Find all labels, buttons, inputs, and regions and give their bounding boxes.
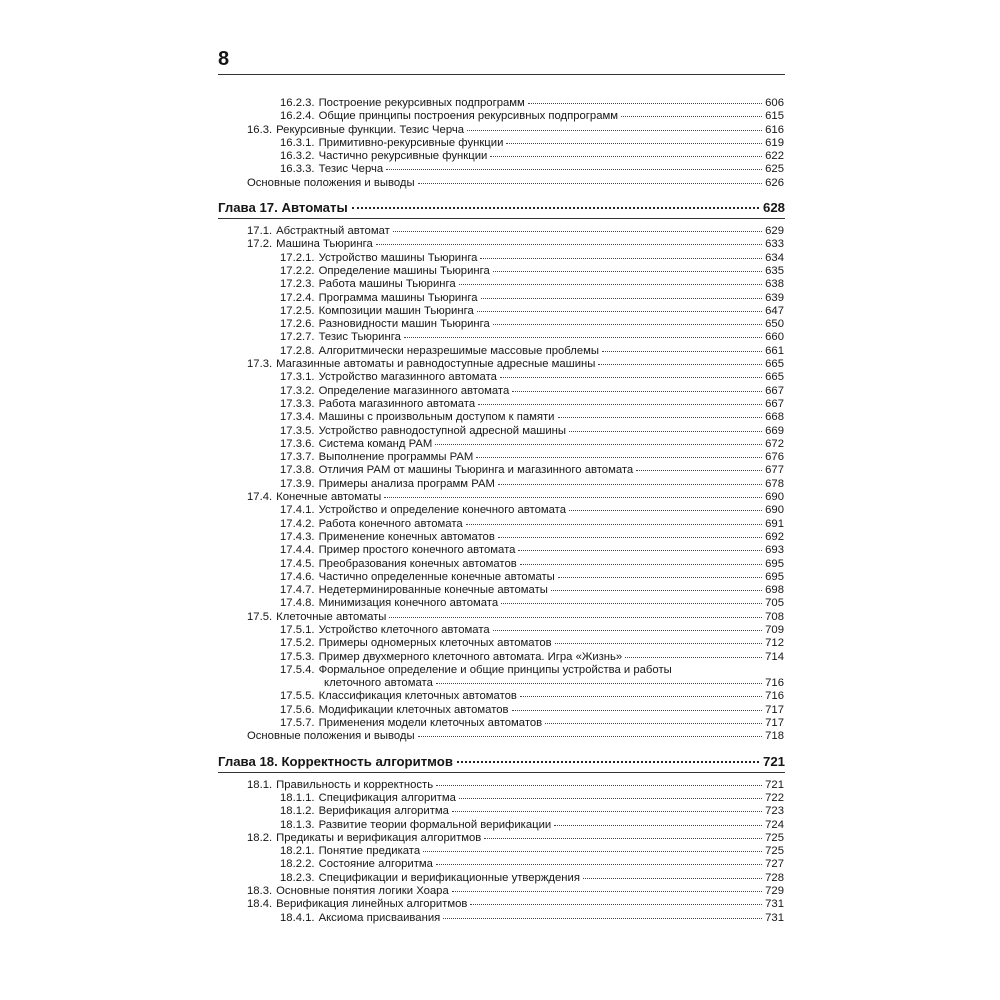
toc-entry[interactable] bbox=[247, 124, 784, 137]
entry-number: 17.3.4. bbox=[280, 411, 315, 424]
toc-entry[interactable] bbox=[280, 544, 784, 557]
table-of-contents bbox=[0, 97, 1000, 925]
entry-page: 677 bbox=[765, 464, 784, 477]
entry-number: 16.3.2. bbox=[280, 150, 315, 163]
entry-title: Применение конечных автоматов bbox=[318, 530, 495, 543]
entry-number: 17.2.1. bbox=[280, 251, 315, 264]
entry-title: Пример простого конечного автомата bbox=[318, 544, 516, 557]
dot-leader bbox=[457, 761, 759, 763]
toc-entry[interactable] bbox=[280, 438, 784, 451]
toc-entry[interactable] bbox=[280, 110, 784, 123]
entry-number: 17.1. bbox=[247, 225, 273, 238]
dot-leader bbox=[480, 258, 762, 259]
entry-page: 639 bbox=[765, 291, 784, 304]
toc-entry[interactable] bbox=[280, 318, 784, 331]
dot-leader bbox=[478, 404, 762, 405]
toc-entry[interactable] bbox=[247, 238, 784, 251]
dot-leader bbox=[452, 811, 762, 812]
entry-page: 650 bbox=[765, 318, 784, 331]
toc-entry[interactable] bbox=[280, 819, 784, 832]
entry-title: Устройство машины Тьюринга bbox=[318, 251, 478, 264]
dot-leader bbox=[477, 311, 762, 312]
entry-number: 17.2.7. bbox=[280, 331, 315, 344]
entry-page: 728 bbox=[765, 871, 784, 884]
entry-title-continuation: клеточного автомата bbox=[324, 677, 433, 690]
entry-page: 665 bbox=[765, 371, 784, 384]
entry-number: 17.2. bbox=[247, 238, 273, 251]
toc-entry[interactable] bbox=[280, 690, 784, 703]
dot-leader bbox=[498, 537, 762, 538]
entry-page: 635 bbox=[765, 264, 784, 277]
dot-leader bbox=[484, 838, 762, 839]
toc-entry[interactable] bbox=[247, 358, 784, 371]
entry-number: 17.4.4. bbox=[280, 544, 315, 557]
entry-title: Конечные автоматы bbox=[276, 491, 382, 504]
toc-entry[interactable] bbox=[280, 371, 784, 384]
entry-number: 17.5.7. bbox=[280, 717, 315, 730]
toc-entry[interactable] bbox=[280, 704, 784, 717]
entry-number: 16.3.1. bbox=[280, 136, 315, 149]
dot-leader bbox=[512, 710, 763, 711]
entry-number: 18.2.2. bbox=[280, 858, 315, 871]
entry-title: Формальное определение и общие принципы устройства и работы bbox=[318, 663, 672, 676]
chapter-title: Глава 18. Корректность алгоритмов bbox=[218, 753, 453, 769]
entry-number: 17.3.8. bbox=[280, 464, 315, 477]
toc-entry[interactable] bbox=[280, 518, 784, 531]
dot-leader bbox=[435, 444, 762, 445]
dot-leader bbox=[598, 364, 762, 365]
entry-title: Развитие теории формальной верификации bbox=[318, 818, 552, 831]
toc-entry[interactable] bbox=[280, 425, 784, 438]
dot-leader bbox=[569, 431, 762, 432]
entry-page: 626 bbox=[765, 176, 784, 189]
entry-page: 606 bbox=[765, 97, 784, 109]
entry-number: 17.5.1. bbox=[280, 623, 315, 636]
toc-entry[interactable] bbox=[280, 504, 784, 517]
entry-page: 634 bbox=[765, 251, 784, 264]
dot-leader bbox=[621, 116, 762, 117]
entry-page: 698 bbox=[765, 584, 784, 597]
entry-title: Частично определенные конечные автоматы bbox=[318, 570, 555, 583]
entry-number: 17.5.6. bbox=[280, 703, 315, 716]
chapter-18-heading[interactable] bbox=[218, 752, 785, 772]
dot-leader bbox=[500, 377, 762, 378]
dot-leader bbox=[470, 904, 762, 905]
entry-title: Недетерминированные конечные автоматы bbox=[318, 584, 548, 597]
dot-leader bbox=[436, 683, 762, 684]
entry-title: Машины с произвольным доступом к памяти bbox=[318, 411, 555, 424]
entry-title: Пример двухмерного клеточного автомата. Игра «Жизнь» bbox=[318, 650, 623, 663]
entry-title: Абстрактный автомат bbox=[276, 225, 390, 238]
toc-entry[interactable] bbox=[280, 651, 784, 664]
dot-leader bbox=[558, 417, 763, 418]
entry-title: Основные положения и выводы bbox=[247, 730, 415, 743]
entry-number: 18.4.1. bbox=[280, 911, 315, 924]
entry-number: 17.3.9. bbox=[280, 477, 315, 490]
entry-number: 18.2.3. bbox=[280, 871, 315, 884]
dot-leader bbox=[636, 470, 762, 471]
toc-entry[interactable] bbox=[280, 571, 784, 584]
toc-entry[interactable] bbox=[280, 451, 784, 464]
entry-number: 16.3.3. bbox=[280, 163, 315, 176]
entry-number: 16.2.4. bbox=[280, 110, 315, 123]
chapter-page: 721 bbox=[762, 753, 785, 769]
toc-entry[interactable] bbox=[280, 792, 784, 805]
dot-leader bbox=[490, 156, 762, 157]
dot-leader bbox=[512, 391, 762, 392]
dot-leader bbox=[466, 524, 762, 525]
entry-number: 17.2.2. bbox=[280, 264, 315, 277]
entry-title: Устройство клеточного автомата bbox=[318, 623, 490, 636]
entry-number: 18.1.3. bbox=[280, 818, 315, 831]
entry-page: 718 bbox=[765, 730, 784, 743]
dot-leader bbox=[459, 798, 762, 799]
toc-entry[interactable] bbox=[280, 584, 784, 597]
dot-leader bbox=[389, 617, 762, 618]
entry-page: 676 bbox=[765, 451, 784, 464]
dot-leader bbox=[493, 324, 762, 325]
entry-title: Минимизация конечного автомата bbox=[318, 597, 499, 610]
toc-entry[interactable] bbox=[247, 225, 784, 238]
entry-number: 17.3.6. bbox=[280, 437, 315, 450]
entry-number: 17.5. bbox=[247, 610, 273, 623]
entry-page: 731 bbox=[765, 898, 784, 911]
chapter-page: 628 bbox=[762, 200, 785, 216]
entry-page: 633 bbox=[765, 238, 784, 251]
dot-leader bbox=[452, 891, 762, 892]
toc-entry[interactable] bbox=[280, 278, 784, 291]
toc-entry[interactable] bbox=[280, 478, 784, 491]
entry-page: 725 bbox=[765, 831, 784, 844]
toc-entry[interactable] bbox=[280, 664, 1000, 677]
dot-leader bbox=[436, 785, 762, 786]
toc-entry[interactable] bbox=[247, 832, 784, 845]
entry-page: 716 bbox=[765, 690, 784, 703]
entry-page: 667 bbox=[765, 397, 784, 410]
entry-page: 616 bbox=[765, 123, 784, 136]
toc-entry[interactable] bbox=[280, 305, 784, 318]
toc-entry[interactable] bbox=[247, 885, 784, 898]
entry-title: Программа машины Тьюринга bbox=[318, 291, 478, 304]
entry-page: 692 bbox=[765, 530, 784, 543]
dot-leader bbox=[545, 723, 762, 724]
entry-title: Состояние алгоритма bbox=[318, 858, 433, 871]
entry-number: 17.2.8. bbox=[280, 344, 315, 357]
dot-leader bbox=[551, 590, 762, 591]
dot-leader bbox=[520, 696, 762, 697]
entry-number: 17.4.6. bbox=[280, 570, 315, 583]
toc-entry[interactable] bbox=[280, 137, 784, 150]
entry-number: 17.3.1. bbox=[280, 371, 315, 384]
entry-title: Машина Тьюринга bbox=[276, 238, 373, 251]
dot-leader bbox=[528, 103, 762, 104]
entry-title: Верификация линейных алгоритмов bbox=[276, 898, 468, 911]
entry-page: 638 bbox=[765, 278, 784, 291]
entry-title: Предикаты и верификация алгоритмов bbox=[276, 831, 482, 844]
toc-entry[interactable] bbox=[280, 252, 784, 265]
toc-entry[interactable] bbox=[280, 637, 784, 650]
dot-leader bbox=[558, 577, 762, 578]
dot-leader bbox=[459, 284, 762, 285]
toc-entry[interactable] bbox=[280, 858, 784, 871]
entry-page: 724 bbox=[765, 818, 784, 831]
chapter-16-tail bbox=[0, 97, 1000, 190]
entry-title: Система команд РАМ bbox=[318, 437, 433, 450]
dot-leader bbox=[625, 657, 762, 658]
dot-leader bbox=[520, 564, 762, 565]
entry-page: 622 bbox=[765, 150, 784, 163]
entry-page: 695 bbox=[765, 557, 784, 570]
entry-page: 690 bbox=[765, 504, 784, 517]
entry-number: 17.3.3. bbox=[280, 397, 315, 410]
toc-entry[interactable] bbox=[247, 779, 784, 792]
dot-leader bbox=[352, 207, 759, 209]
entry-page: 660 bbox=[765, 331, 784, 344]
entry-page: 629 bbox=[765, 225, 784, 238]
entry-title: Работа магазинного автомата bbox=[318, 397, 476, 410]
entry-number: 17.4.8. bbox=[280, 597, 315, 610]
entry-page: 665 bbox=[765, 358, 784, 371]
dot-leader bbox=[384, 497, 762, 498]
toc-entry[interactable] bbox=[247, 491, 784, 504]
entry-title: Тезис Тьюринга bbox=[318, 331, 401, 344]
page-number: 8 bbox=[218, 48, 230, 70]
entry-page: 667 bbox=[765, 384, 784, 397]
toc-entry[interactable] bbox=[280, 398, 784, 411]
toc-entry[interactable] bbox=[247, 177, 784, 190]
entry-number: 17.2.3. bbox=[280, 278, 315, 291]
entry-title: Примеры одномерных клеточных автоматов bbox=[318, 637, 552, 650]
dot-leader bbox=[493, 630, 762, 631]
entry-title: Алгоритмически неразрешимые массовые проблемы bbox=[318, 344, 599, 357]
entry-page: 712 bbox=[765, 637, 784, 650]
entry-title: Композиции машин Тьюринга bbox=[318, 304, 474, 317]
entry-title: Устройство магазинного автомата bbox=[318, 371, 497, 384]
entry-page: 678 bbox=[765, 477, 784, 490]
dot-leader bbox=[376, 244, 762, 245]
entry-number: 17.2.5. bbox=[280, 304, 315, 317]
dot-leader bbox=[386, 169, 762, 170]
dot-leader bbox=[393, 231, 762, 232]
entry-number: 18.3. bbox=[247, 885, 273, 898]
entry-title: Работа конечного автомата bbox=[318, 517, 463, 530]
toc-entry[interactable] bbox=[280, 345, 784, 358]
entry-number: 18.1.1. bbox=[280, 791, 315, 804]
entry-number: 17.4.7. bbox=[280, 584, 315, 597]
entry-page: 722 bbox=[765, 791, 784, 804]
entry-page: 725 bbox=[765, 845, 784, 858]
chapter-18-entries bbox=[0, 779, 1000, 925]
dot-leader bbox=[467, 130, 762, 131]
entry-page: 625 bbox=[765, 163, 784, 176]
entry-number: 17.4.1. bbox=[280, 504, 315, 517]
entry-number: 16.3. bbox=[247, 123, 273, 136]
chapter-17-heading[interactable] bbox=[218, 198, 785, 218]
entry-title: Отличия РАМ от машины Тьюринга и магазинного автомата bbox=[318, 464, 634, 477]
entry-number: 17.4.2. bbox=[280, 517, 315, 530]
toc-entry[interactable] bbox=[280, 845, 784, 858]
entry-page: 714 bbox=[765, 650, 784, 663]
toc-entry[interactable] bbox=[247, 898, 784, 911]
entry-number: 17.3. bbox=[247, 358, 273, 371]
dot-leader bbox=[583, 878, 762, 879]
entry-number: 17.4.3. bbox=[280, 530, 315, 543]
dot-leader bbox=[476, 457, 762, 458]
entry-number: 17.5.4. bbox=[280, 663, 315, 676]
entry-title: Устройство и определение конечного автомата bbox=[318, 504, 567, 517]
entry-page: 727 bbox=[765, 858, 784, 871]
toc-entry[interactable] bbox=[280, 97, 784, 110]
header-rule bbox=[218, 74, 785, 75]
toc-entry[interactable] bbox=[280, 292, 784, 305]
dot-leader bbox=[554, 825, 762, 826]
entry-title: Классификация клеточных автоматов bbox=[318, 690, 517, 703]
entry-page: 693 bbox=[765, 544, 784, 557]
entry-title: Аксиома присваивания bbox=[318, 911, 441, 924]
entry-title: Применения модели клеточных автоматов bbox=[318, 717, 543, 730]
entry-page: 695 bbox=[765, 570, 784, 583]
entry-title: Выполнение программы РАМ bbox=[318, 451, 474, 464]
toc-entry[interactable] bbox=[280, 411, 784, 424]
entry-number: 18.1. bbox=[247, 778, 273, 791]
dot-leader bbox=[602, 351, 762, 352]
entry-title: Частично рекурсивные функции bbox=[318, 150, 488, 163]
entry-number: 16.2.3. bbox=[280, 97, 315, 109]
entry-title: Спецификация алгоритма bbox=[318, 791, 456, 804]
entry-page: 729 bbox=[765, 885, 784, 898]
dot-leader bbox=[555, 643, 762, 644]
entry-title: Основные положения и выводы bbox=[247, 176, 415, 189]
entry-page: 619 bbox=[765, 136, 784, 149]
dot-leader bbox=[498, 484, 762, 485]
entry-page: 709 bbox=[765, 623, 784, 636]
entry-page: 705 bbox=[765, 597, 784, 610]
dot-leader bbox=[436, 864, 762, 865]
toc-entry[interactable] bbox=[280, 912, 784, 925]
entry-page: 717 bbox=[765, 703, 784, 716]
entry-page: 690 bbox=[765, 491, 784, 504]
dot-leader bbox=[404, 337, 762, 338]
entry-page: 723 bbox=[765, 805, 784, 818]
entry-title: Примеры анализа программ РАМ bbox=[318, 477, 495, 490]
entry-page: 672 bbox=[765, 437, 784, 450]
dot-leader bbox=[481, 298, 763, 299]
entry-title: Тезис Черча bbox=[318, 163, 384, 176]
toc-entry[interactable] bbox=[247, 611, 784, 624]
entry-number: 17.3.5. bbox=[280, 424, 315, 437]
dot-leader bbox=[418, 183, 763, 184]
entry-page: 615 bbox=[765, 110, 784, 123]
entry-page: 669 bbox=[765, 424, 784, 437]
toc-entry[interactable] bbox=[280, 265, 784, 278]
toc-entry[interactable] bbox=[280, 163, 784, 176]
toc-entry[interactable] bbox=[280, 385, 784, 398]
dot-leader bbox=[493, 271, 762, 272]
entry-title: Спецификации и верификационные утверждения bbox=[318, 871, 580, 884]
entry-number: 18.2. bbox=[247, 831, 273, 844]
entry-number: 17.5.3. bbox=[280, 650, 315, 663]
entry-title: Разновидности машин Тьюринга bbox=[318, 318, 490, 331]
dot-leader bbox=[506, 143, 762, 144]
entry-number: 17.5.5. bbox=[280, 690, 315, 703]
toc-entry[interactable] bbox=[280, 597, 784, 610]
toc-entry[interactable] bbox=[280, 331, 784, 344]
entry-number: 17.2.6. bbox=[280, 318, 315, 331]
toc-entry[interactable] bbox=[280, 717, 784, 730]
entry-title: Правильность и корректность bbox=[276, 778, 434, 791]
entry-number: 18.4. bbox=[247, 898, 273, 911]
entry-page: 668 bbox=[765, 411, 784, 424]
entry-number: 17.3.7. bbox=[280, 451, 315, 464]
toc-entry[interactable] bbox=[280, 624, 784, 637]
toc-entry[interactable] bbox=[280, 464, 784, 477]
toc-entry[interactable] bbox=[280, 531, 784, 544]
entry-page: 717 bbox=[765, 717, 784, 730]
entry-title: Преобразования конечных автоматов bbox=[318, 557, 517, 570]
dot-leader bbox=[418, 736, 763, 737]
entry-number: 18.1.2. bbox=[280, 805, 315, 818]
entry-title: Понятие предиката bbox=[318, 845, 421, 858]
entry-title: Определение магазинного автомата bbox=[318, 384, 510, 397]
entry-page: 716 bbox=[765, 677, 784, 690]
dot-leader bbox=[423, 851, 762, 852]
entry-title: Рекурсивные функции. Тезис Черча bbox=[276, 123, 465, 136]
entry-title: Клеточные автоматы bbox=[276, 610, 387, 623]
dot-leader bbox=[443, 918, 762, 919]
toc-entry[interactable] bbox=[280, 872, 784, 885]
toc-entry[interactable] bbox=[280, 150, 784, 163]
toc-entry[interactable] bbox=[280, 805, 784, 818]
entry-title: Построение рекурсивных подпрограмм bbox=[318, 97, 525, 109]
dot-leader bbox=[569, 510, 762, 511]
dot-leader bbox=[518, 550, 762, 551]
dot-leader bbox=[501, 603, 762, 604]
entry-page: 721 bbox=[765, 778, 784, 791]
entry-title: Определение машины Тьюринга bbox=[318, 264, 490, 277]
entry-page: 661 bbox=[765, 344, 784, 357]
entry-number: 17.5.2. bbox=[280, 637, 315, 650]
entry-number: 17.4.5. bbox=[280, 557, 315, 570]
chapter-17-entries bbox=[0, 225, 1000, 744]
entry-page: 731 bbox=[765, 911, 784, 924]
entry-title: Общие принципы построения рекурсивных подпрограмм bbox=[318, 110, 619, 123]
entry-title: Основные понятия логики Хоара bbox=[276, 885, 449, 898]
entry-title: Модификации клеточных автоматов bbox=[318, 703, 509, 716]
toc-entry-continuation[interactable] bbox=[324, 677, 784, 690]
toc-entry[interactable] bbox=[280, 558, 784, 571]
entry-number: 17.4. bbox=[247, 491, 273, 504]
entry-number: 17.3.2. bbox=[280, 384, 315, 397]
entry-title: Работа машины Тьюринга bbox=[318, 278, 456, 291]
chapter-title: Глава 17. Автоматы bbox=[218, 200, 348, 216]
entry-title: Примитивно-рекурсивные функции bbox=[318, 136, 504, 149]
toc-entry[interactable] bbox=[247, 730, 784, 743]
entry-page: 708 bbox=[765, 610, 784, 623]
entry-title: Устройство равнодоступной адресной машины bbox=[318, 424, 567, 437]
entry-title: Магазинные автоматы и равнодоступные адресные машины bbox=[276, 358, 596, 371]
entry-page: 691 bbox=[765, 517, 784, 530]
entry-number: 17.2.4. bbox=[280, 291, 315, 304]
entry-title: Верификация алгоритма bbox=[318, 805, 449, 818]
entry-number: 18.2.1. bbox=[280, 845, 315, 858]
entry-page: 647 bbox=[765, 304, 784, 317]
